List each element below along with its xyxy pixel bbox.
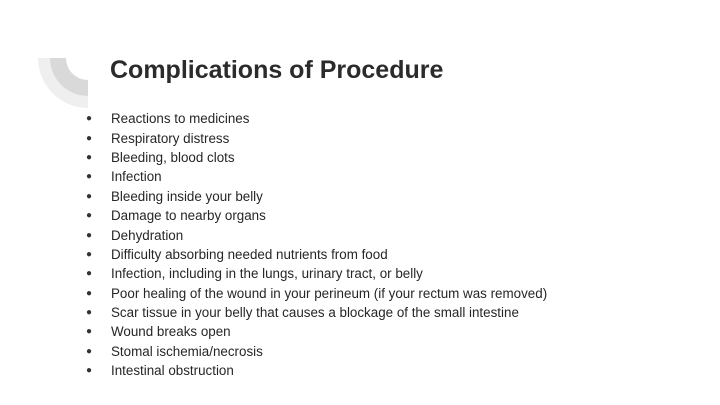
bullet-text: Dehydration: [111, 227, 184, 243]
bullet-icon: ●: [86, 268, 93, 280]
bullet-icon: ●: [86, 190, 93, 202]
bullet-text: Respiratory distress: [111, 130, 230, 146]
bullet-item: [84, 187, 547, 206]
bullet-item: [84, 109, 547, 128]
slide-title: Complications of Procedure: [110, 56, 444, 84]
bullet-icon: ●: [86, 326, 93, 338]
bullet-icon: ●: [86, 151, 93, 163]
bullet-list: [84, 109, 547, 380]
bullet-text: Scar tissue in your belly that causes a blockage of the small intestine: [111, 305, 519, 321]
bullet-icon: ●: [86, 365, 93, 377]
bullet-text: Intestinal obstruction: [111, 363, 234, 379]
bullet-text: Damage to nearby organs: [111, 208, 266, 224]
bullet-text: Infection, including in the lungs, urinary tract, or belly: [111, 266, 423, 282]
corner-decoration: [0, 0, 110, 110]
bullet-text: Wound breaks open: [111, 324, 231, 340]
bullet-item: [84, 361, 547, 380]
bullet-item: [84, 342, 547, 361]
bullet-icon: ●: [86, 307, 93, 319]
bullet-icon: ●: [86, 229, 93, 241]
bullet-item: [84, 167, 547, 186]
bullet-text: Bleeding, blood clots: [111, 149, 235, 165]
bullet-text: Infection: [111, 169, 162, 185]
bullet-text: Stomal ischemia/necrosis: [111, 343, 263, 359]
bullet-icon: ●: [86, 287, 93, 299]
bullet-item: [84, 284, 547, 303]
bullet-icon: ●: [86, 171, 93, 183]
bullet-text: Poor healing of the wound in your perineum (if your rectum was removed): [111, 285, 548, 301]
bullet-icon: ●: [86, 345, 93, 357]
bullet-item: [84, 148, 547, 167]
bullet-item: [84, 245, 547, 264]
bullet-icon: ●: [86, 113, 93, 125]
bullet-icon: ●: [86, 210, 93, 222]
bullet-item: [84, 225, 547, 244]
bullet-text: Difficulty absorbing needed nutrients from food: [111, 246, 388, 262]
bullet-icon: ●: [86, 132, 93, 144]
bullet-item: [84, 322, 547, 341]
bullet-text: Reactions to medicines: [111, 111, 250, 127]
bullet-item: [84, 206, 547, 225]
bullet-icon: ●: [86, 248, 93, 260]
bullet-item: [84, 128, 547, 147]
bullet-item: [84, 264, 547, 283]
bullet-item: [84, 303, 547, 322]
bullet-text: Bleeding inside your belly: [111, 188, 263, 204]
